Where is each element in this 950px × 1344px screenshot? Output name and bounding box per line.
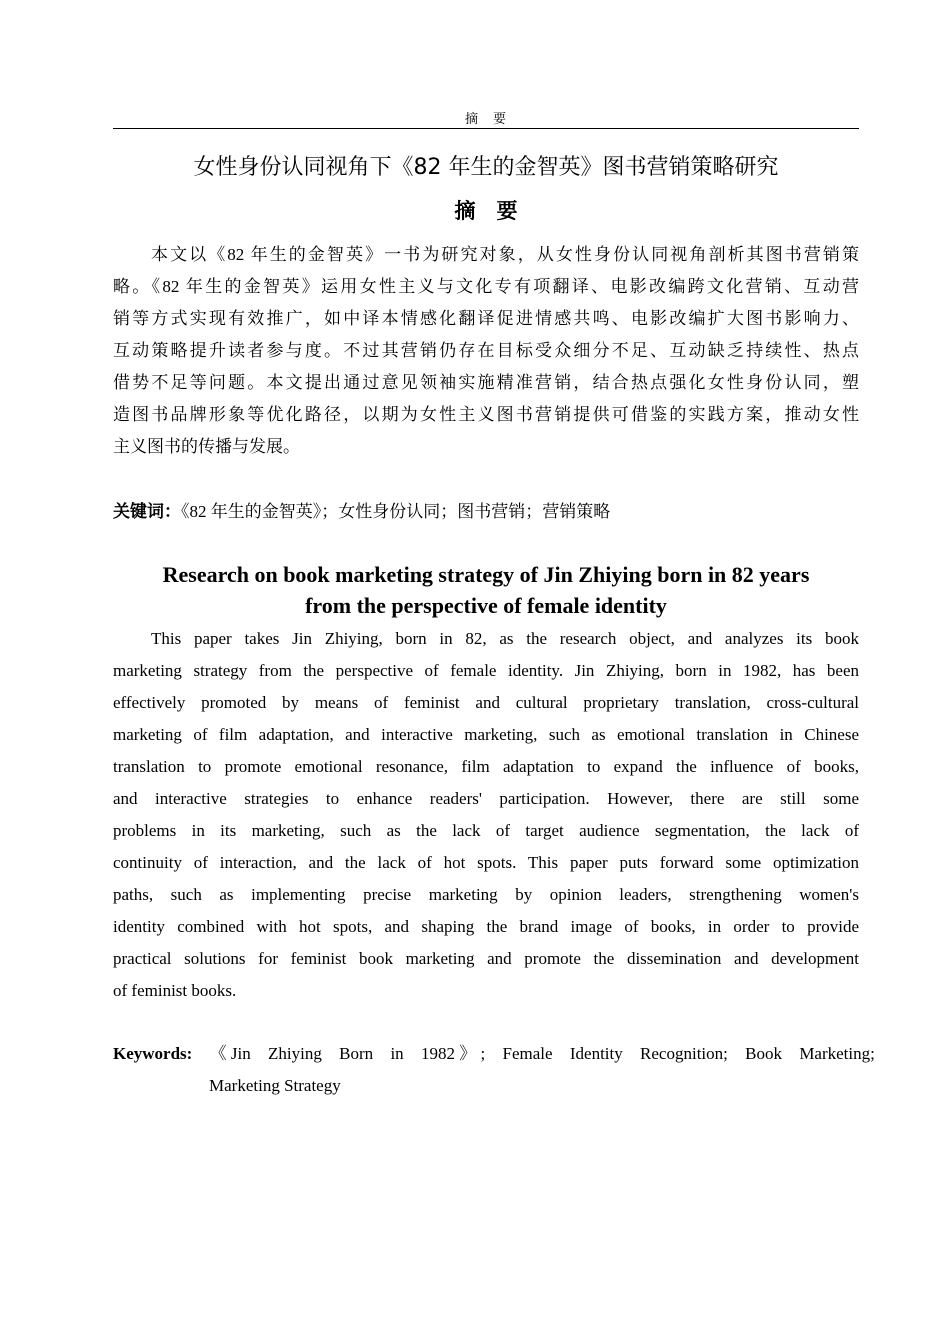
english-keywords-line-2: Marketing Strategy	[209, 1076, 341, 1095]
chinese-abstract-line: 借势不足等问题。本文提出通过意见领袖实施精准营销，结合热点强化女性身份认同，塑	[113, 373, 859, 392]
english-keywords	[113, 1038, 875, 1102]
running-header: 摘 要	[464, 111, 507, 126]
english-abstract-line: paths, such as implementing precise marketing by opinion leaders, strengthening women's	[113, 885, 859, 904]
english-abstract-line: problems in its marketing, such as the lack of target audience segmentation, the lack of	[113, 821, 859, 840]
chinese-keywords-label: 关键词：	[113, 502, 181, 522]
english-abstract-line: identity combined with hot spots, and shaping the brand image of books, in order to provide	[113, 917, 859, 936]
english-abstract-line: marketing of film adaptation, and interactive marketing, such as emotional translation in Chinese	[113, 725, 859, 744]
english-keyword-word: Female	[502, 1044, 553, 1063]
chinese-abstract-line: 主义图书的传播与发展。	[113, 437, 300, 456]
english-title-line-2: from the perspective of female identity	[305, 593, 667, 618]
english-abstract-line: This paper takes Jin Zhiying, born in 82, as the research object, and analyzes its book	[151, 629, 859, 648]
english-keyword-word: Identity	[569, 1044, 623, 1063]
english-abstract-line: effectively promoted by means of feminist and cultural proprietary translation, cross-cultural	[113, 693, 859, 712]
english-keyword-word: Zhiying	[268, 1044, 322, 1063]
chinese-abstract-line: 略。《82 年生的金智英》运用女性主义与文化专有项翻译、电影改编跨文化营销、互动营	[113, 277, 859, 296]
english-title-line-1: Research on book marketing strategy of Jin Zhiying born in 82 years	[162, 562, 810, 587]
chinese-abstract-line: 销等方式实现有效推广，如中译本情感化翻译促进情感共鸣、电影改编扩大图书影响力、	[113, 309, 859, 328]
chinese-keywords-text: 《82 年生的金智英》；女性身份认同；图书营销；营销策略	[181, 502, 611, 521]
header-rule	[113, 128, 859, 129]
english-abstract-line: and interactive strategies to enhance readers' participation. However, there are still some	[113, 789, 859, 808]
english-abstract-line: translation to promote emotional resonance, film adaptation to expand the influence of books,	[113, 757, 859, 776]
english-abstract-line: marketing strategy from the perspective of female identity. Jin Zhiying, born in 1982, has been	[113, 661, 859, 680]
english-keyword-word: 1982 》 ;	[420, 1044, 486, 1063]
english-keyword-word: Book	[745, 1044, 783, 1063]
chinese-abstract-line: 造图书品牌形象等优化路径，以期为女性主义图书营销提供可借鉴的实践方案，推动女性	[113, 405, 859, 424]
english-keyword-word: Born	[339, 1044, 374, 1063]
english-abstract-line: practical solutions for feminist book marketing and promote the dissemination and development	[113, 949, 859, 968]
chinese-title: 女性身份认同视角下《82 年生的金智英》图书营销策略研究	[193, 155, 779, 180]
english-keyword-word: 《 Jin	[209, 1044, 251, 1063]
chinese-abstract-line: 互动策略提升读者参与度。不过其营销仍存在目标受众细分不足、互动缺乏持续性、热点	[113, 341, 859, 360]
chinese-keywords	[113, 496, 610, 528]
english-keyword-word: Recognition;	[640, 1044, 728, 1063]
english-keywords-label: Keywords:	[113, 1044, 193, 1063]
english-keyword-word: Marketing;	[799, 1044, 875, 1063]
english-abstract-line: continuity of interaction, and the lack of hot spots. This paper puts forward some optimization	[113, 853, 859, 872]
chinese-abstract-heading: 摘 要	[454, 199, 518, 223]
chinese-abstract-line: 本文以《82 年生的金智英》一书为研究对象，从女性身份认同视角剖析其图书营销策	[151, 245, 859, 264]
english-keyword-word: in	[390, 1044, 404, 1063]
english-abstract-line: of feminist books.	[113, 981, 237, 1000]
